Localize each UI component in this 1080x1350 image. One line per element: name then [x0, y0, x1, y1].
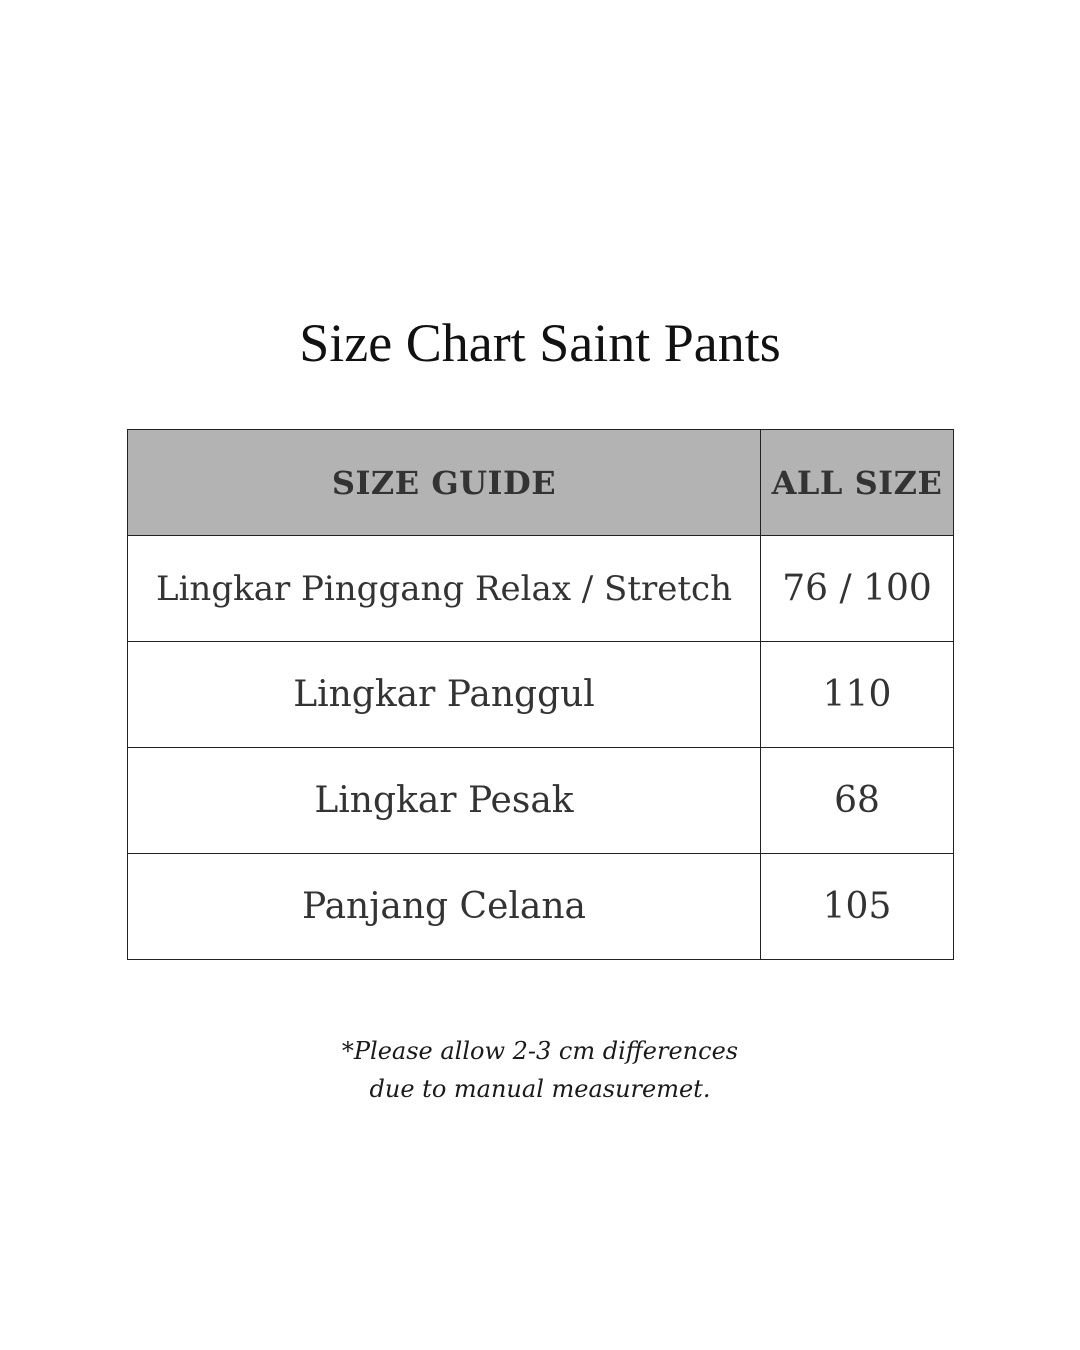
- table-row: [128, 854, 954, 960]
- row-value: 68: [761, 748, 954, 854]
- page-title: Size Chart Saint Pants: [299, 313, 781, 373]
- row-value: 110: [761, 642, 954, 748]
- row-value: 76 / 100: [761, 536, 954, 642]
- table-header-row: [128, 430, 954, 536]
- row-label: Lingkar Pinggang Relax / Stretch: [128, 536, 761, 642]
- note-line-2: due to manual measuremet.: [369, 1075, 711, 1103]
- row-label: Lingkar Panggul: [128, 642, 761, 748]
- row-label: Lingkar Pesak: [128, 748, 761, 854]
- table-row: [128, 536, 954, 642]
- size-chart-table: [127, 429, 954, 960]
- header-size-guide: SIZE GUIDE: [128, 430, 761, 536]
- table-row: [128, 642, 954, 748]
- row-label: Panjang Celana: [128, 854, 761, 960]
- row-value: 105: [761, 854, 954, 960]
- header-all-size: ALL SIZE: [761, 430, 954, 536]
- table-row: [128, 748, 954, 854]
- note-line-1: *Please allow 2-3 cm differences: [341, 1037, 739, 1065]
- measurement-note: [0, 1032, 1080, 1108]
